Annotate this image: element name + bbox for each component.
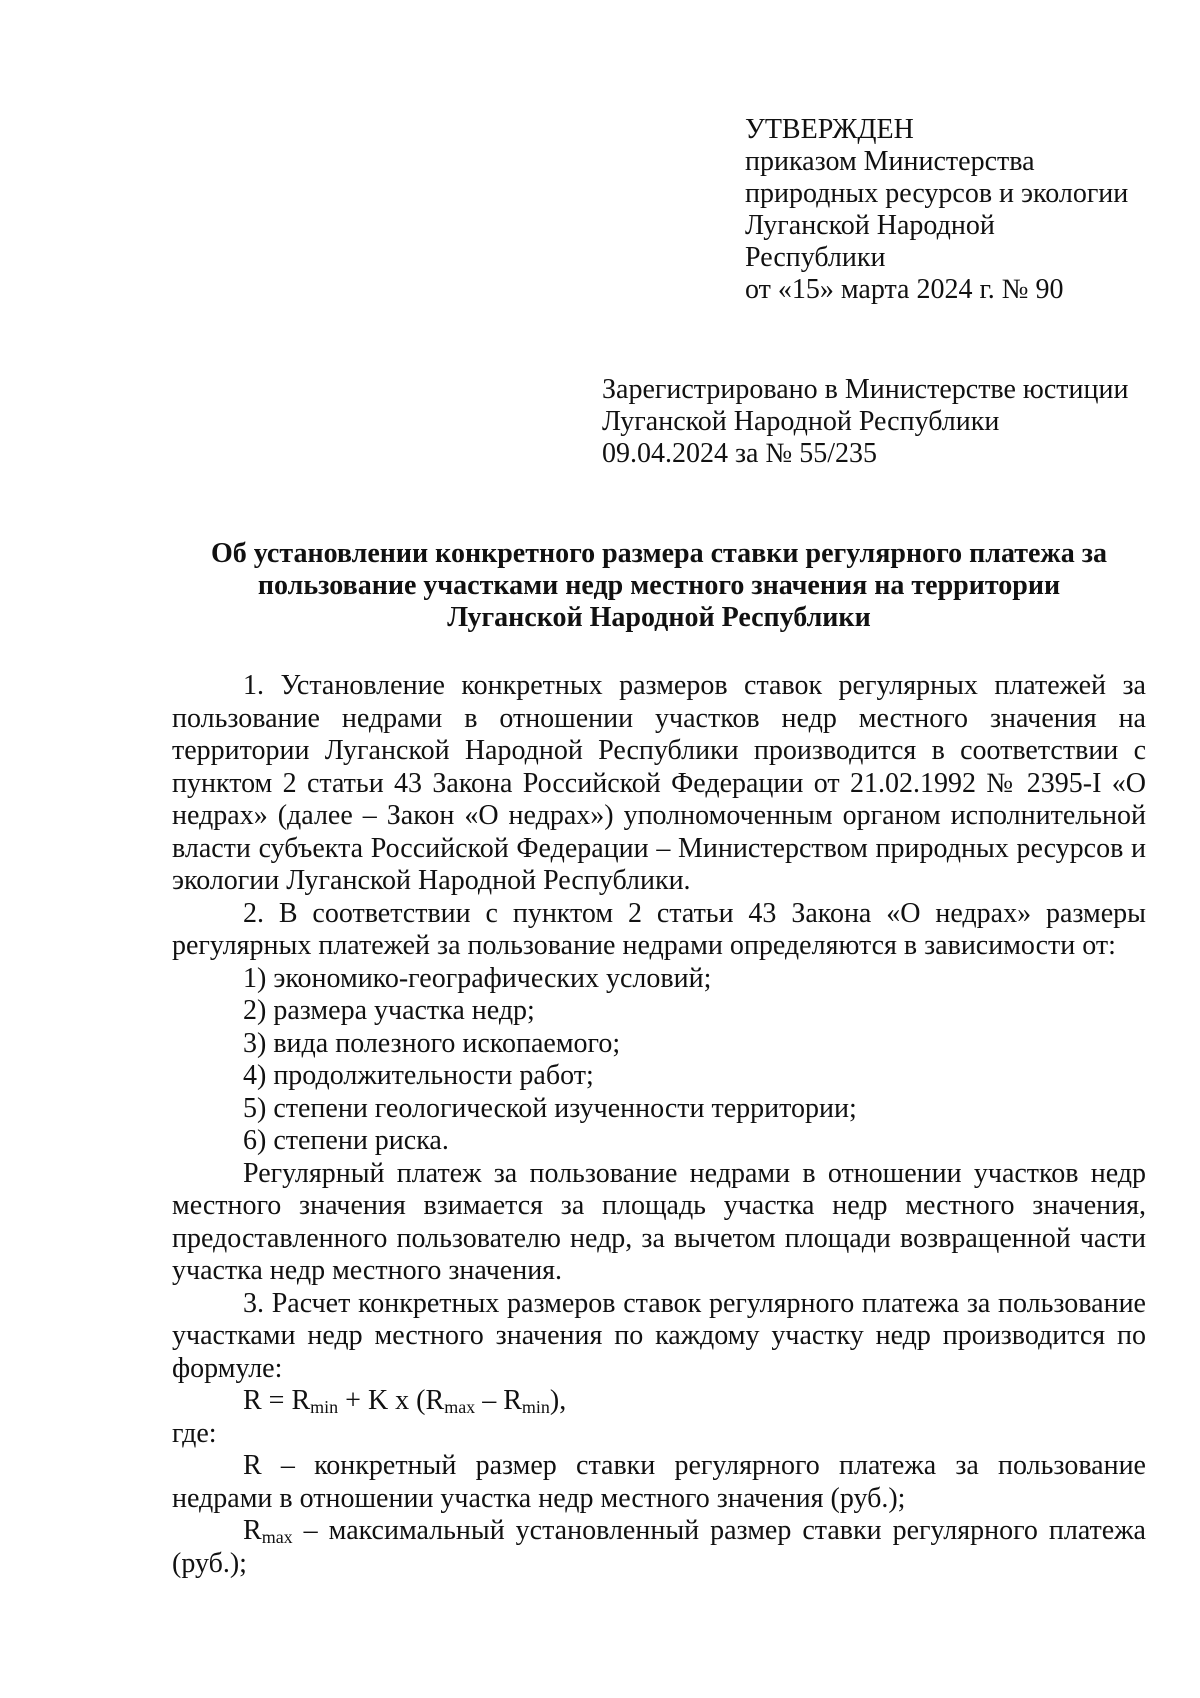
registration-line: Зарегистрировано в Министерстве юстиции [602, 374, 1129, 405]
registration-line: 09.04.2024 за № 55/235 [602, 438, 877, 469]
approval-line: приказом Министерства [745, 146, 1035, 177]
list-item: 4) продолжительности работ; [243, 1060, 594, 1091]
formula-part: – R [475, 1385, 522, 1416]
definition-rmax [172, 1515, 1146, 1580]
paragraph-1: 1. Установление конкретных размеров ставок регулярных платежей за пользование недрами в отношении участков недр местного значения на территории Луганской Народной Республики производится в соответствии с пунктом 2 статьи 43 Закона Российской Федерации от 21.02.1992 № 2395-I «О недрах» (далее – Закон «О недрах») уполномоченным органом исполнительной власти субъекта Российской Федерации – Министерством природных ресурсов и экологии Луганской Народной Республики. [172, 670, 1146, 896]
approval-stamp [745, 114, 1128, 306]
definition-text: – максимальный установленный размер ставки регулярного платежа (руб.); [172, 1515, 1146, 1579]
paragraph-3: Регулярный платеж за пользование недрами в отношении участков недр местного значения взимается за площадь участка недр местного значения, предоставленного пользователю недр, за вычетом площади возвращенной части участка недр местного значения. [172, 1157, 1146, 1286]
approval-line: УТВЕРЖДЕН [745, 114, 914, 145]
list-item: 3) вида полезного ископаемого; [243, 1027, 621, 1059]
formula-part: ), [549, 1385, 567, 1416]
approval-line: Республики [745, 242, 886, 273]
subscript-min: min [310, 1397, 339, 1417]
paragraph-2: 2. В соответствии с пунктом 2 статьи 43 Закона «О недрах» размеры регулярных платежей за пользование недрами определяются в зависимости от: [172, 897, 1146, 961]
subscript-min: min [521, 1397, 550, 1417]
list-item: 6) степени риска. [243, 1125, 449, 1156]
definition-r: R – конкретный размер ставки регулярного платежа за пользование недрами в отношении участка недр местного значения (руб.); [172, 1450, 1146, 1514]
formula [172, 1385, 1146, 1418]
document-body [172, 670, 1146, 1580]
list-item: 2) размера участка недр; [243, 995, 535, 1026]
document-title [172, 538, 1146, 634]
registration-line: Луганской Народной Республики [602, 406, 1000, 437]
approval-line: природных ресурсов и экологии [745, 178, 1129, 209]
title-line: Луганской Народной Республики [447, 602, 871, 633]
list-item: 1) экономико-географических условий; [243, 962, 712, 994]
approval-line: от «15» марта 2024 г. № 90 [745, 274, 1064, 305]
paragraph-4: 3. Расчет конкретных размеров ставок регулярного платежа за пользование участками недр местного значения по каждому участку недр производится по формуле: [172, 1287, 1146, 1384]
title-line: Об установлении конкретного размера ставки регулярного платежа за [211, 538, 1107, 569]
formula-part: R = R [243, 1385, 311, 1416]
subscript-max: max [261, 1527, 293, 1547]
title-line: пользование участками недр местного значения на территории [257, 570, 1061, 601]
symbol-r: R [243, 1515, 262, 1546]
approval-line: Луганской Народной [745, 210, 995, 241]
subscript-max: max [444, 1397, 476, 1417]
formula-part: + K x (R [338, 1385, 445, 1416]
list-item: 5) степени геологической изученности территории; [243, 1092, 857, 1124]
registration-note [602, 374, 1128, 470]
where-label: где: [172, 1417, 217, 1449]
